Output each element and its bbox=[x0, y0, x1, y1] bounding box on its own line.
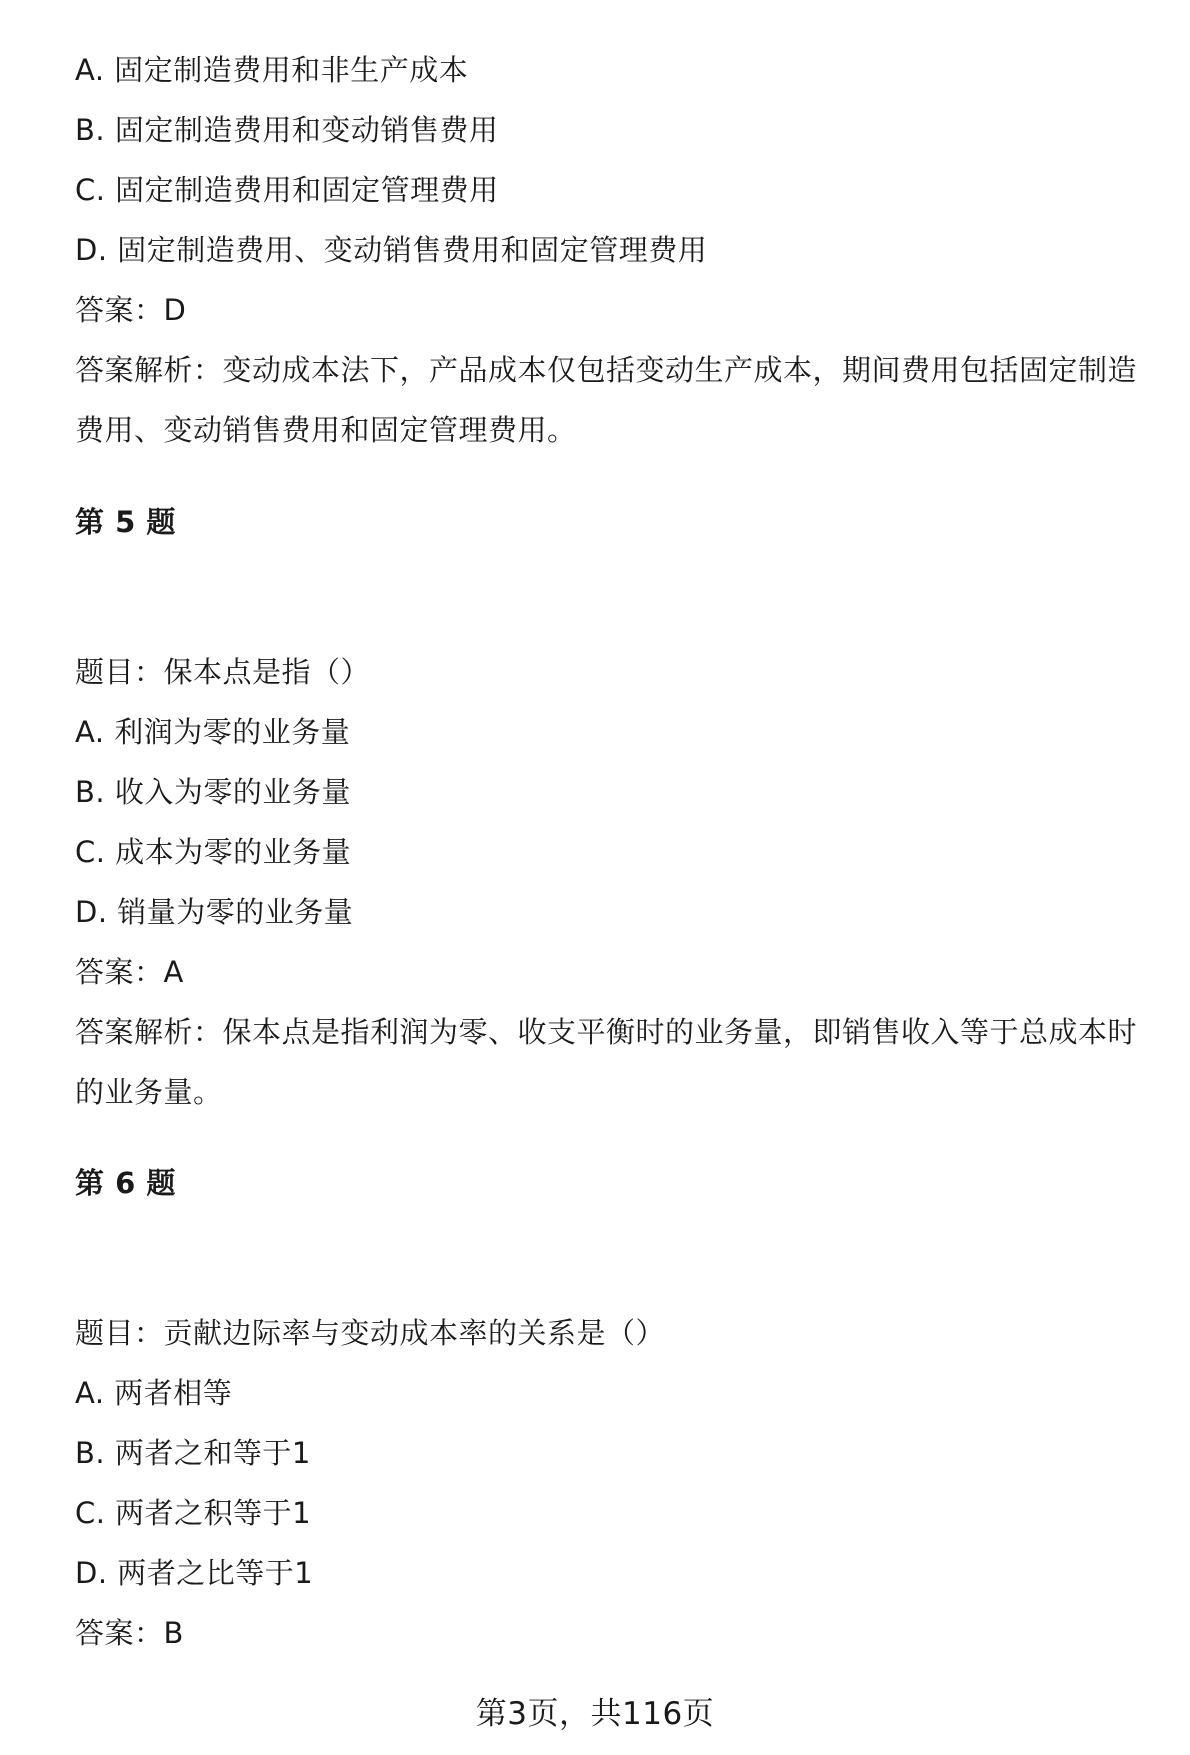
q4-analysis-line1: 答案解析：变动成本法下，产品成本仅包括变动生产成本，期间费用包括固定制造 bbox=[75, 353, 1138, 387]
q6-option-c: C. 两者之积等于1 bbox=[75, 1496, 312, 1530]
q6-option-d: D. 两者之比等于1 bbox=[75, 1556, 314, 1590]
q5-option-b: B. 收入为零的业务量 bbox=[75, 775, 351, 809]
q6-option-a: A. 两者相等 bbox=[75, 1376, 233, 1410]
q4-option-d: D. 固定制造费用、变动销售费用和固定管理费用 bbox=[75, 233, 708, 267]
q4-option-b: B. 固定制造费用和变动销售费用 bbox=[75, 113, 499, 147]
q5-heading: 第 5 题 bbox=[75, 505, 176, 539]
q5-analysis-line1: 答案解析：保本点是指利润为零、收支平衡时的业务量，即销售收入等于总成本时 bbox=[75, 1015, 1138, 1049]
q5-option-d: D. 销量为零的业务量 bbox=[75, 895, 354, 929]
q5-analysis-line2: 的业务量。 bbox=[75, 1075, 223, 1109]
q4-answer: 答案：D bbox=[75, 293, 187, 327]
q5-answer: 答案：A bbox=[75, 955, 184, 989]
q6-option-b: B. 两者之和等于1 bbox=[75, 1436, 311, 1470]
page-number-footer: 第3页，共116页 bbox=[475, 1696, 715, 1732]
q6-answer: 答案：B bbox=[75, 1616, 184, 1650]
q4-option-c: C. 固定制造费用和固定管理费用 bbox=[75, 173, 499, 207]
q5-option-c: C. 成本为零的业务量 bbox=[75, 835, 352, 869]
q4-analysis-line2: 费用、变动销售费用和固定管理费用。 bbox=[75, 413, 577, 447]
q4-option-a: A. 固定制造费用和非生产成本 bbox=[75, 53, 469, 87]
q5-question: 题目：保本点是指（） bbox=[75, 655, 371, 689]
q6-heading: 第 6 题 bbox=[75, 1166, 176, 1200]
q5-option-a: A. 利润为零的业务量 bbox=[75, 715, 351, 749]
q6-question: 题目：贡献边际率与变动成本率的关系是（） bbox=[75, 1316, 666, 1350]
